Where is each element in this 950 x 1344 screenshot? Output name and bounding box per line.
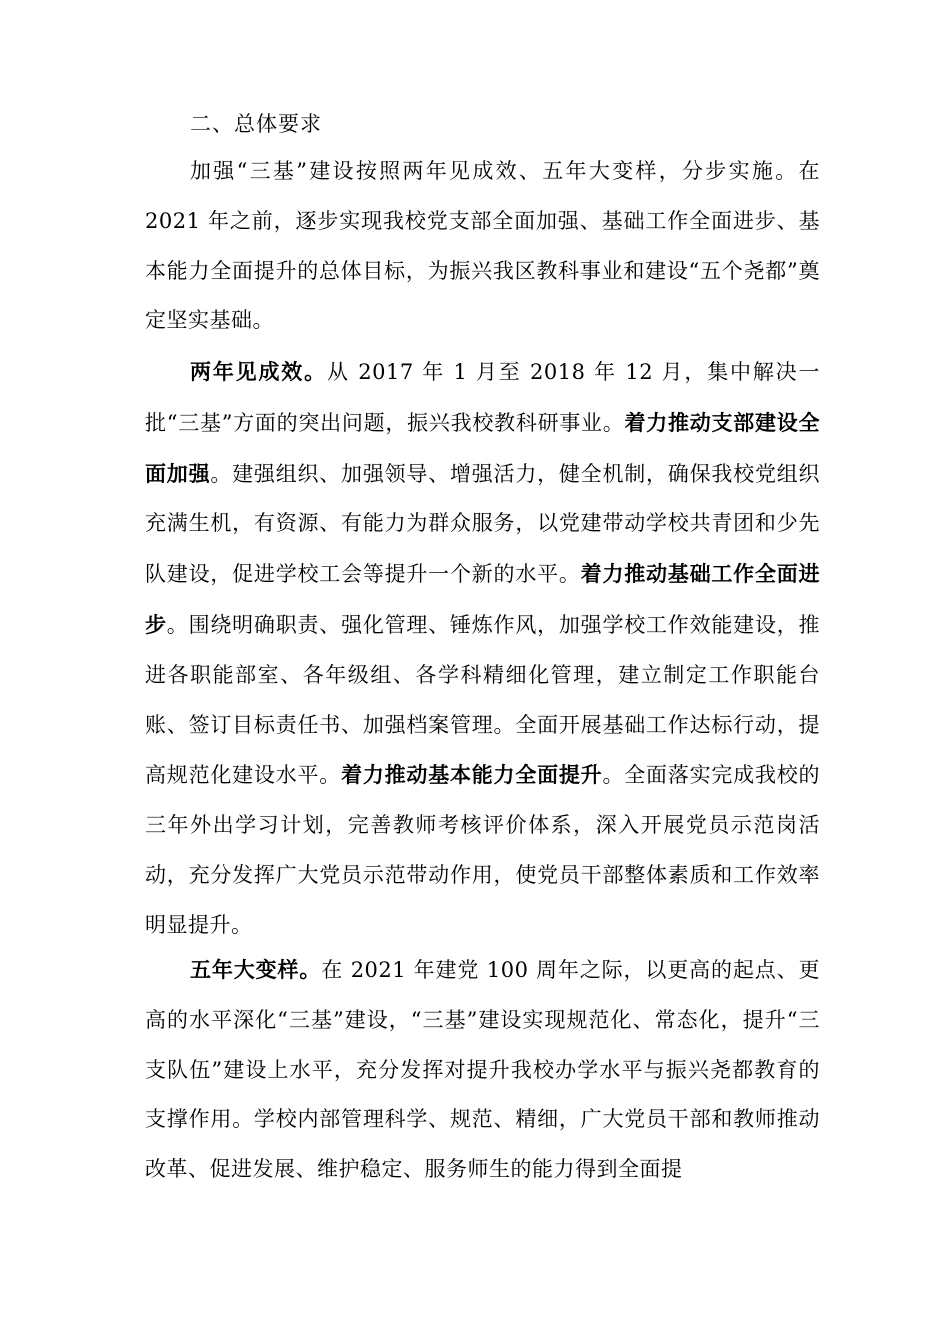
bold-phrase: 着力推动基本能力全面提升 bbox=[341, 762, 603, 788]
paragraph-text: 从 2017 年 1 月至 2018 年 12 月，集中解决一批“三基”方面的突出问题，振兴我校教科研事业。 bbox=[145, 360, 820, 435]
paragraph-overview bbox=[145, 147, 820, 346]
section-heading: 二、总体要求 bbox=[190, 112, 322, 136]
bold-phrase: 着力推动支部建设全面加强 bbox=[145, 409, 820, 486]
bold-phrase: 两年见成效。 bbox=[190, 359, 327, 384]
paragraph-five-years bbox=[145, 945, 820, 1195]
bold-phrase: 五年大变样。 bbox=[190, 957, 322, 982]
bold-phrase: 着力推动基础工作全面进步 bbox=[145, 561, 821, 637]
paragraph-text: 。全面落实完成我校的三年外出学习计划，完善教师考核评价体系，深入开展党员示范岗活动，充分发挥广大党员示范带动作用，使党员干部整体素质和工作效率明显提升。 bbox=[145, 763, 821, 937]
paragraph-text: 。建强组织、加强领导、增强活力，健全机制，确保我校党组织充满生机，有资源、有能力为群众服务，以党建带动学校共青团和少先队建设，促进学校工会等提升一个新的水平。 bbox=[145, 461, 821, 587]
paragraph-text: 加强“三基”建设按照两年见成效、五年大变样，分步实施。在2021 年之前，逐步实现我校党支部全面加强、基础工作全面进步、基本能力全面提升的总体目标，为振兴我区教科事业和建设“五个尧都”奠定坚实基础。 bbox=[145, 159, 820, 333]
paragraph-two-years bbox=[145, 347, 820, 951]
paragraph-text: 。围绕明确职责、强化管理、锤炼作风，加强学校工作效能建设，推进各职能部室、各年级组、各学科精细化管理，建立制定工作职能台账、签订目标责任书、加强档案管理。全面开展基础工作达标行动，提高规范化建设水平。 bbox=[145, 612, 821, 788]
paragraph-text: 在 2021 年建党 100 周年之际，以更高的起点、更高的水平深化“三基”建设，“三基”建设实现规范化、常态化，提升“三支队伍”建设上水平，充分发挥对提升我校办学水平与振兴尧都教育的支撑作用。学校内部管理科学、规范、精细，广大党员干部和教师推动改革、促进发展、维护稳定、服务师生的能力得到全面提 bbox=[145, 958, 821, 1182]
